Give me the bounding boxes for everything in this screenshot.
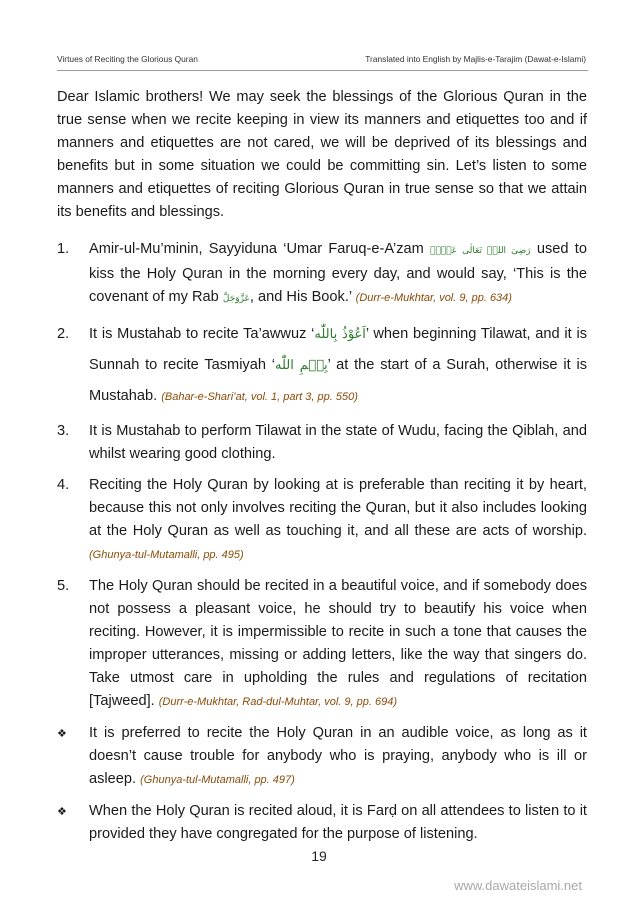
item-text: It is Mustahab to perform Tilawat in the state of Wudu, facing the Qiblah, and whilst wearing good clothing. [89, 423, 587, 462]
website-watermark: www.dawateislami.net [454, 878, 582, 893]
reference: (Ghunya-tul-Mutamalli, pp. 497) [140, 774, 295, 786]
item-number: 5. [57, 578, 70, 594]
item-text: Reciting the Holy Quran by looking at is preferable than reciting it by heart, because this not only involves reciting the Quran, but it also includes looking at the Holy Quran as well as touching it, and all these are acts of worship. (Ghunya-tul-Mutamalli, pp. 495) [89, 477, 587, 561]
item-text: The Holy Quran should be recited in a beautiful voice, and if somebody does not possess a pleasant voice, he should try to beautify his voice when reciting. However, it is impermissible to recite in such a tone that causes the improper utterances, missing or adding letters, like the way that singers do. Take utmost care in upholding the rules and regulations of recitation [Tajweed]. (Durr-e-Mukhtar, Rad-dul-Muhtar, vol. 9, pp. 694) [89, 578, 587, 709]
reference: (Bahar-e-Shari’at, vol. 1, part 3, pp. 550) [161, 391, 358, 403]
list-item [57, 722, 587, 792]
etiquettes-list [57, 238, 587, 846]
diamond-bullet-icon: ❖ [57, 806, 67, 818]
item-number: 3. [57, 423, 70, 439]
item-text: Amir-ul-Mu’minin, Sayyiduna ‘Umar Faruq-e-A’zam رَضِیَ اللہُ تَعَالٰی عَنۡہُ used to kiss the Holy Quran in the morning every day, and would say, ‘This is the covenant of my Rab عَزَّوَجَلَّ, and His Book.’ (Durr-e-Mukhtar, vol. 9, pp. 634) [89, 241, 587, 305]
list-item [57, 474, 587, 567]
reference: (Ghunya-tul-Mutamalli, pp. 495) [89, 549, 244, 561]
list-item [57, 575, 587, 714]
reference: (Durr-e-Mukhtar, Rad-dul-Muhtar, vol. 9, pp. 694) [158, 696, 397, 708]
arabic-honorific: عَزَّوَجَلَّ [222, 294, 250, 304]
list-item [57, 800, 587, 846]
item-number: 1. [57, 241, 70, 257]
arabic-honorific: رَضِیَ اللہُ تَعَالٰی عَنۡہُ [430, 246, 531, 256]
list-item [57, 319, 587, 412]
reference: (Durr-e-Mukhtar, vol. 9, pp. 634) [355, 292, 512, 304]
page-header [57, 52, 588, 71]
item-text: It is preferred to recite the Holy Quran in an audible voice, as long as it doesn’t cause trouble for anybody who is praying, anybody who is ill or asleep. (Ghunya-tul-Mutamalli, pp. 497) [89, 725, 587, 787]
book-title: Virtues of Reciting the Glorious Quran [57, 54, 198, 64]
arabic-phrase: بِسۡمِ اللّٰه [275, 358, 328, 373]
diamond-bullet-icon: ❖ [57, 728, 67, 740]
arabic-phrase: اَعُوْذُ بِاللّٰه [314, 327, 366, 342]
list-item [57, 238, 587, 311]
page-number: 19 [311, 848, 327, 864]
item-number: 4. [57, 477, 70, 493]
list-item [57, 420, 587, 466]
translator-credit: Translated into English by Majlis-e-Tarajim (Dawat-e-Islami) [365, 54, 586, 64]
page-body [57, 86, 587, 854]
item-text: It is Mustahab to recite Ta’awwuz ‘اَعُوْذُ بِاللّٰه’ when beginning Tilawat, and it is Sunnah to recite Tasmiyah ‘بِسۡمِ اللّٰه’ at the start of a Surah, otherwise it is Mustahab. (Bahar-e-Shari’at, vol. 1, part 3, pp. 550) [89, 326, 588, 404]
item-text: When the Holy Quran is recited aloud, it is Farḍ on all attendees to listen to it provided they have congregated for the purpose of listening. [89, 803, 587, 842]
item-number: 2. [57, 326, 70, 342]
intro-paragraph: Dear Islamic brothers! We may seek the blessings of the Glorious Quran in the true sense when we recite keeping in view its manners and etiquettes too and if manners and etiquettes are not cared, we will be deprived of its blessings and benefits but in some situation we could be committing sin. Let’s listen to some manners and etiquettes of reciting Glorious Quran in true sense so that we attain its benefits and blessings. [57, 89, 587, 220]
